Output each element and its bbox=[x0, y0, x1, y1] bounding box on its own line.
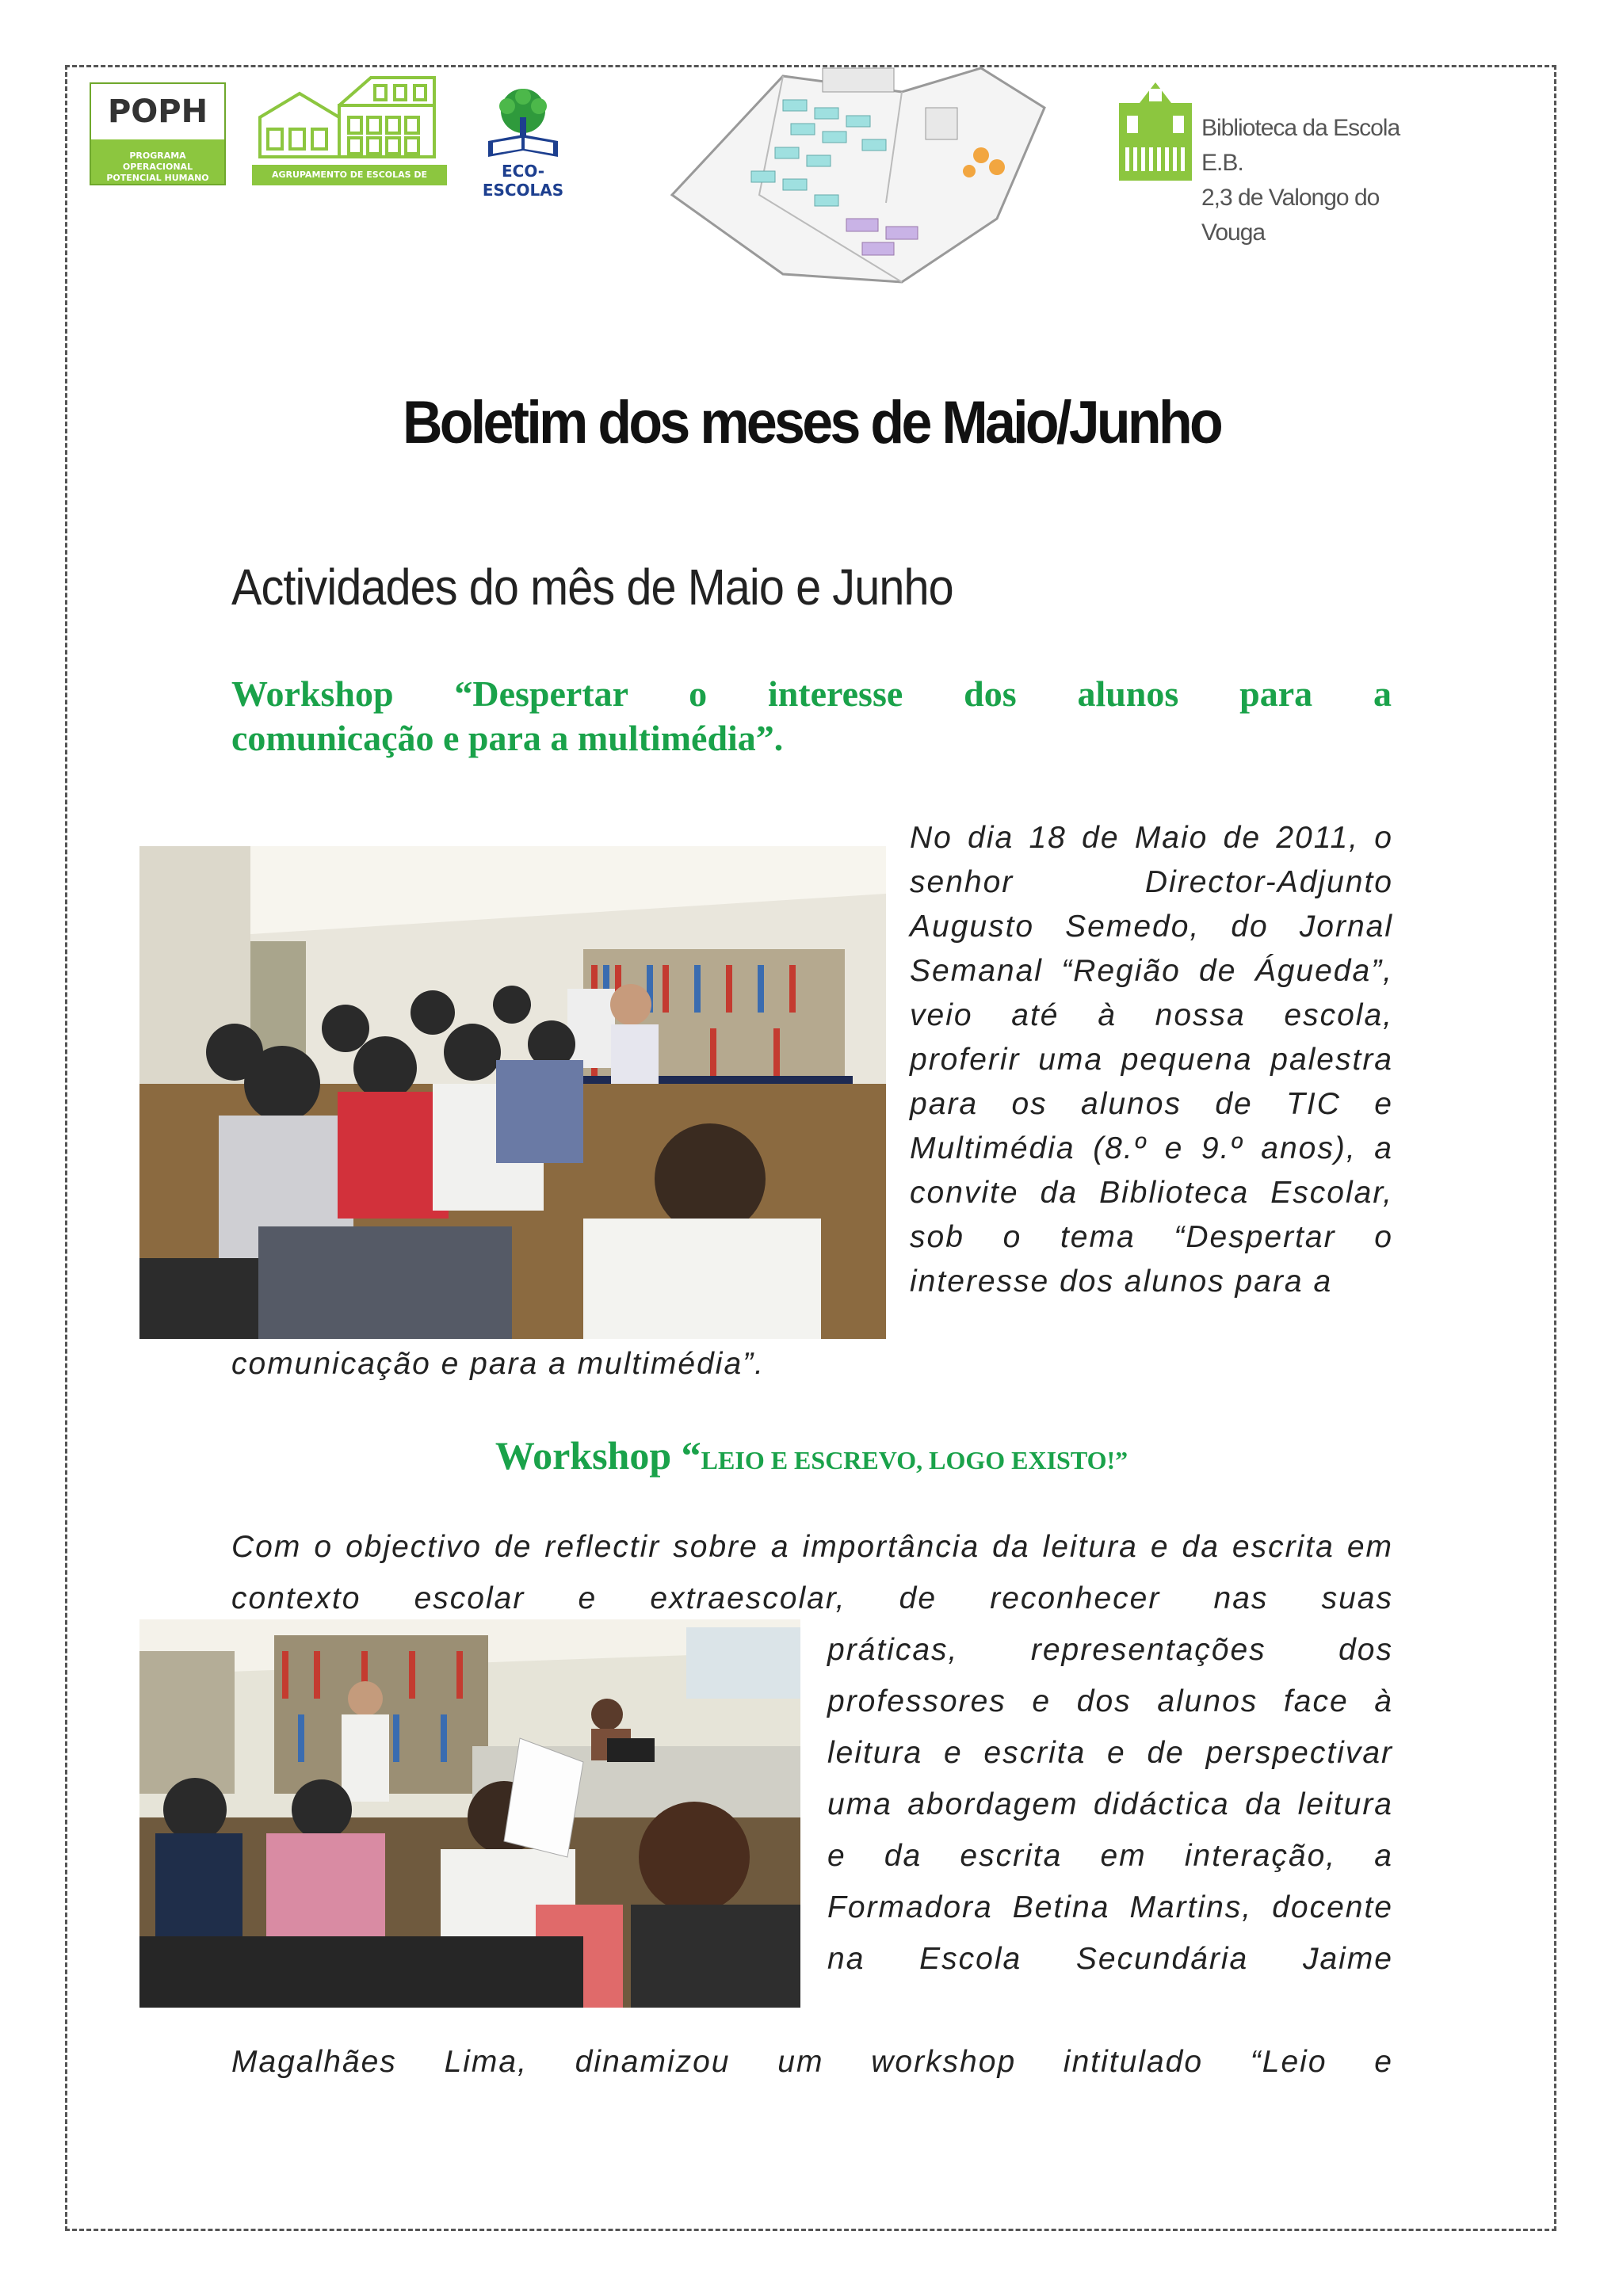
workshop1-paragraph: No dia 18 de Maio de 2011, o senhor Director-Adjunto Augusto Semedo, do Jornal Semanal “Região de Águeda”, veio até à nossa escola, proferir uma pequena palestra para os alunos de TIC e Multimédia (8.º e 9.º anos), a convite da Biblioteca Escolar, sob o tema “Despertar o interesse dos alunos para a bbox=[910, 821, 1393, 1299]
poph-logo-text: POPH bbox=[91, 84, 224, 139]
workshop1-title bbox=[231, 672, 1392, 761]
biblioteca-logo-line1: Biblioteca da Escola E.B. bbox=[1201, 115, 1400, 176]
workshop2-paragraph-part2: práticas, representações dos professores e dos alunos face à leitura e escrita e de perspectivar uma abordagem didáctica da leitura e da escrita em interação, a Formadora Betina Martins, docente na Escola Secundária Jaime bbox=[827, 1633, 1393, 1976]
school-building-icon bbox=[252, 62, 447, 163]
workshop2-title-caps: LEIO E ESCREVO, LOGO EXISTO!” bbox=[701, 1446, 1128, 1474]
agrupamento-logo bbox=[252, 62, 447, 200]
library-floorplan-illustration bbox=[664, 60, 1051, 290]
poph-logo-subtitle: PROGRAMA OPERACIONAL POTENCIAL HUMANO bbox=[106, 151, 209, 183]
workshop1-title-line1: Workshop “Despertar o interesse dos alunos para a bbox=[231, 673, 1392, 714]
workshop1-title-line2: comunicação e para a multimédia”. bbox=[231, 718, 784, 758]
workshop2-paragraph-part1: Com o objectivo de reflectir sobre a importância da leitura e da escrita em contexto escolar e extraescolar, de reconhecer nas suas bbox=[231, 1530, 1393, 1615]
eco-escolas-logo bbox=[472, 86, 574, 200]
workshop1-photo bbox=[139, 846, 886, 1339]
workshop2-paragraph-part3: Magalhães Lima, dinamizou um workshop intitulado “Leio e bbox=[231, 2045, 1393, 2079]
library-building-icon bbox=[1116, 79, 1195, 184]
section-title: Actividades do mês de Maio e Junho bbox=[231, 559, 953, 616]
workshop1-paragraph-tail: comunicação e para a multimédia”. bbox=[231, 1347, 765, 1381]
tree-book-icon bbox=[472, 86, 574, 162]
workshop2-photo bbox=[139, 1619, 800, 2008]
biblioteca-logo-line2: 2,3 de Valongo do Vouga bbox=[1201, 185, 1380, 246]
page-title: Boletim dos meses de Maio/Junho bbox=[402, 389, 1221, 456]
poph-logo bbox=[90, 82, 226, 185]
workshop2-title bbox=[0, 1432, 1623, 1478]
eco-escolas-caption: ECO-ESCOLAS bbox=[482, 162, 564, 200]
biblioteca-logo-text bbox=[1201, 111, 1433, 250]
biblioteca-logo bbox=[1116, 79, 1433, 246]
workshop2-title-prefix: Workshop “ bbox=[495, 1433, 701, 1478]
agrupamento-logo-caption: AGRUPAMENTO DE ESCOLAS DE VALONGO DO VOUGA bbox=[252, 165, 447, 185]
